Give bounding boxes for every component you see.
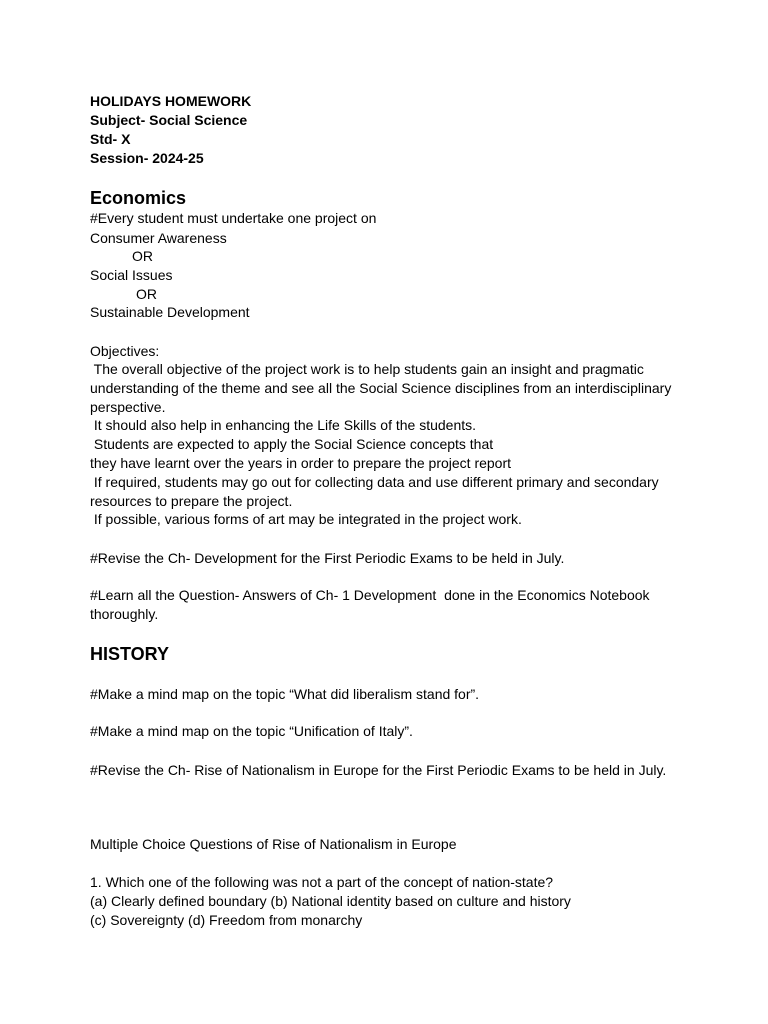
objective-line: If required, students may go out for collecting data and use different primary and secondary bbox=[90, 474, 659, 490]
economics-learn-1: #Learn all the Question- Answers of Ch- 1 Development done in the Economics Notebook bbox=[90, 587, 650, 603]
project-intro: #Every student must undertake one project on bbox=[90, 210, 377, 226]
objective-line: Students are expected to apply the Social Science concepts that bbox=[90, 436, 494, 452]
objective-line: they have learnt over the years in order to prepare the project report bbox=[90, 455, 512, 471]
objectives-label: Objectives: bbox=[90, 343, 160, 359]
project-option-1: Consumer Awareness bbox=[90, 230, 227, 246]
objective-line: understanding of the theme and see all the Social Science disciplines from an interdisciplinary bbox=[90, 380, 672, 396]
std-line: Std- X bbox=[90, 131, 131, 147]
objective-line: perspective. bbox=[90, 399, 166, 415]
history-heading: HISTORY bbox=[90, 644, 170, 664]
subject-line: Subject- Social Science bbox=[90, 112, 248, 128]
objective-line: It should also help in enhancing the Life Skills of the students. bbox=[90, 417, 477, 433]
objective-line: If possible, various forms of art may be integrated in the project work. bbox=[90, 511, 522, 527]
history-task-1: #Make a mind map on the topic “What did liberalism stand for”. bbox=[90, 686, 480, 702]
or-separator-2: OR bbox=[136, 286, 157, 302]
economics-heading: Economics bbox=[90, 188, 187, 208]
doc-title: HOLIDAYS HOMEWORK bbox=[90, 93, 252, 109]
history-task-2: #Make a mind map on the topic “Unification of Italy”. bbox=[90, 723, 413, 739]
session-line: Session- 2024-25 bbox=[90, 150, 204, 166]
history-task-3: #Revise the Ch- Rise of Nationalism in Europe for the First Periodic Exams to be held in July. bbox=[90, 762, 667, 778]
economics-learn-2: thoroughly. bbox=[90, 606, 159, 622]
mcq-heading: Multiple Choice Questions of Rise of Nationalism in Europe bbox=[90, 836, 457, 852]
objective-line: resources to prepare the project. bbox=[90, 493, 293, 509]
mcq-q1-options-1: (a) Clearly defined boundary (b) National identity based on culture and history bbox=[90, 893, 571, 909]
project-option-3: Sustainable Development bbox=[90, 304, 250, 320]
objective-line: The overall objective of the project work is to help students gain an insight and pragmatic bbox=[90, 361, 644, 377]
economics-revise: #Revise the Ch- Development for the First Periodic Exams to be held in July. bbox=[90, 550, 565, 566]
mcq-q1-options-2: (c) Sovereignty (d) Freedom from monarchy bbox=[90, 912, 363, 928]
project-option-2: Social Issues bbox=[90, 267, 173, 283]
mcq-question-1: 1. Which one of the following was not a part of the concept of nation-state? bbox=[90, 874, 554, 890]
or-separator-1: OR bbox=[132, 248, 153, 264]
